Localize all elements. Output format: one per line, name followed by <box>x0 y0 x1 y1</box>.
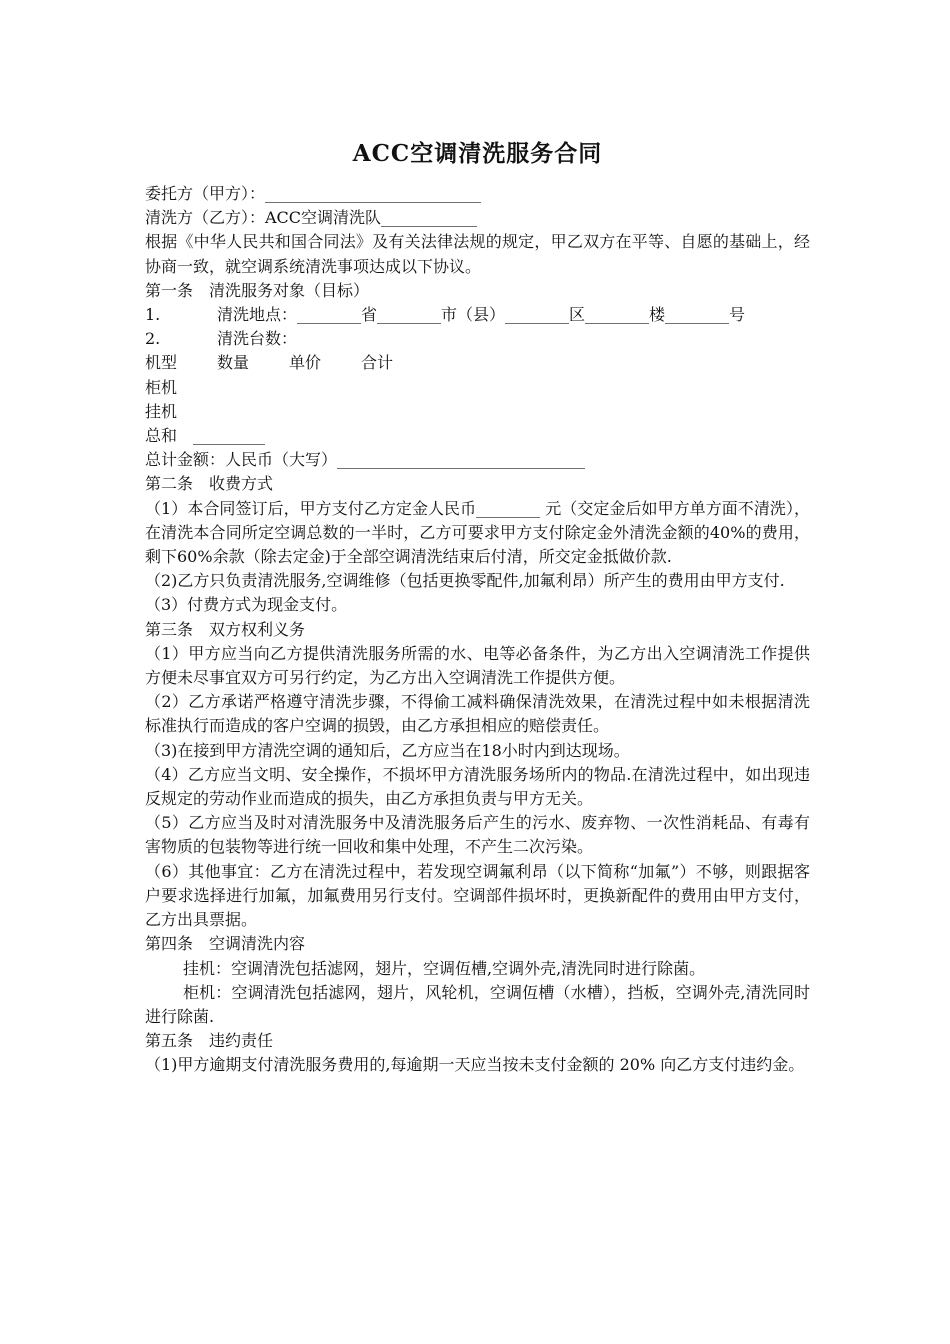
article-2-title: 第二条 收费方式 <box>145 474 274 494</box>
header-unit-price: 单价 <box>289 353 322 373</box>
contract-page <box>145 135 810 1078</box>
row-total: 总和 _________ <box>145 426 266 446</box>
contract-title: ACC空调清洗服务合同 <box>352 140 603 167</box>
item-number: 1. <box>145 305 161 325</box>
row-wall: 挂机 <box>145 401 178 421</box>
party-a-line: 委托方（甲方）：___________________________ <box>145 184 482 203</box>
article-4-title: 第四条 空调清洗内容 <box>145 934 306 954</box>
article-1-item-2 <box>145 327 810 351</box>
item-text: 清洗台数： <box>217 329 298 349</box>
header-quantity: 数量 <box>217 353 250 373</box>
item-number: 2. <box>145 329 161 349</box>
preamble: 根据《中华人民共和国合同法》及有关法律法规的规定，甲乙双方在平等、自愿的基础上，经协商一致，就空调系统清洗事项达成以下协议。 <box>145 232 810 276</box>
article-4-cabinet-unit: 柜机：空调清洗包括滤网，翅片，风轮机，空调仾槽（水槽），挡板，空调外壳,清洗同时进行除菌. <box>145 982 810 1026</box>
article-2-clause-3: （3）付费方式为现金支付。 <box>145 595 348 615</box>
article-3-clause-6: （6）其他事宜：乙方在清洗过程中，若发现空调氟利昂（以下简称“加氟”）不够，则跟据客户要求选择进行加氟，加氟费用另行支付。空调部件损坏时，更换新配件的费用由甲方支付，乙方出具票据。 <box>145 861 810 930</box>
article-5-clause-1: （1)甲方逾期支付清洗服务费用的,每逾期一天应当按未支付金额的 20% 向乙方支付违约金。 <box>145 1055 805 1075</box>
article-5-title: 第五条 违约责任 <box>145 1031 274 1051</box>
party-b-line: 清洗方（乙方）：ACC空调清洗队____________ <box>145 208 478 228</box>
article-4-wall-unit: 挂机：空调清洗包括滤网，翅片，空调仾槽,空调外壳,清洗同时进行除菌。 <box>183 958 706 978</box>
article-3-clause-1: （1）甲方应当向乙方提供清洗服务所需的水、电等必备条件，为乙方出入空调清洗工作提供方便未尽事宜双方可另行约定，为乙方出入空调清洗工作提供方便。 <box>145 643 810 688</box>
article-3-clause-4: （4）乙方应当文明、安全操作，不损坏甲方清洗服务场所内的物品.在清洗过程中，如出现违反规定的劳动作业而造成的损失，由乙方承担负责与甲方无关。 <box>145 764 810 809</box>
item-text: 清洗地点：________省________市（县）________区________楼________号 <box>217 305 746 325</box>
article-2-clause-1: （1）本合同签订后，甲方支付乙方定金人民币________ 元（交定金后如甲方单方面不清洗），在清洗本合同所定空调总数的一半时，乙方可要求甲方支付除定金外清洗金额的40%的费用，剩下60%余款（除去定金)于全部空调清洗结束后付清，所交定金抵做价款. <box>145 498 810 567</box>
row-cabinet: 柜机 <box>145 377 178 397</box>
header-model: 机型 <box>145 353 178 373</box>
article-2-clause-2: （2)乙方只负责清洗服务,空调维修（包括更换零配件,加氟利昂）所产生的费用由甲方支付. <box>145 571 785 591</box>
article-1-item-1 <box>145 303 810 327</box>
total-amount: 总计金额：人民币（大写）_______________________________ <box>145 450 586 470</box>
unit-table-header <box>145 351 810 375</box>
article-3-title: 第三条 双方权利义务 <box>145 619 306 639</box>
article-1-title: 第一条 清洗服务对象（目标） <box>145 280 370 300</box>
header-subtotal: 合计 <box>361 353 394 373</box>
article-3-clause-3: （3)在接到甲方清洗空调的通知后，乙方应当在18小时内到达现场。 <box>145 740 630 760</box>
article-3-clause-2: （2）乙方承诺严格遵守清洗步骤，不得偷工减料确保清洗效果，在清洗过程中如未根据清洗标准执行而造成的客户空调的损毁，由乙方承担相应的赔偿责任。 <box>145 692 810 736</box>
article-3-clause-5: （5）乙方应当及时对清洗服务中及清洗服务后产生的污水、废弃物、一次性消耗品、有毒有害物质的包装物等进行统一回收和集中处理，不产生二次污染。 <box>145 813 810 857</box>
